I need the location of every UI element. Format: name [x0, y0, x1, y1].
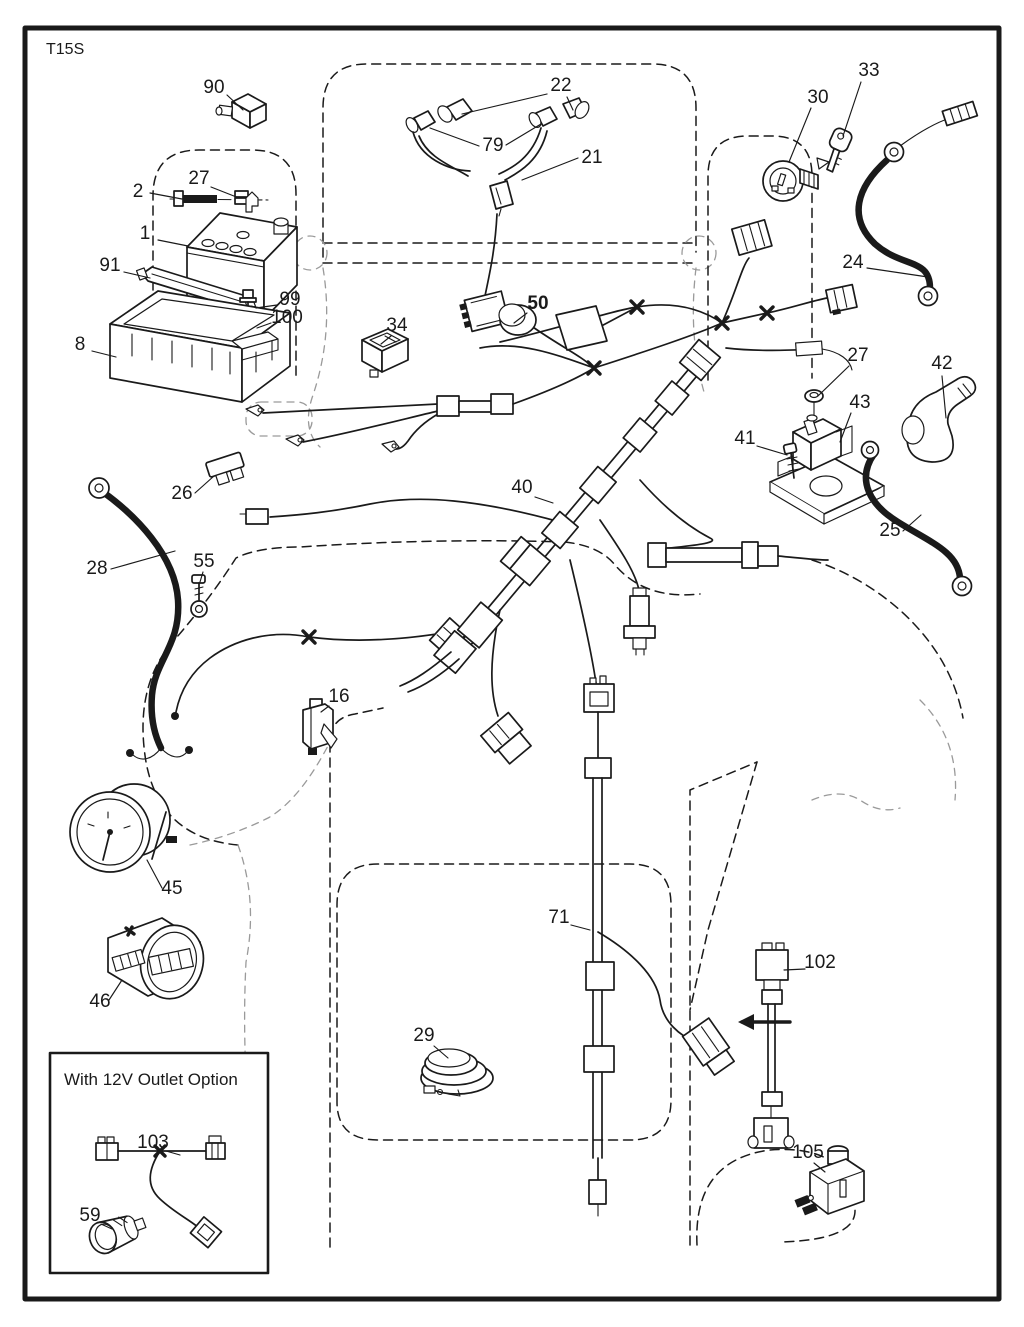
connector-block: [732, 220, 772, 255]
callout-41: 41: [734, 428, 756, 449]
callout-leader-79: [430, 128, 479, 146]
callout-leader-71: [571, 925, 590, 930]
hood-decal: [556, 306, 607, 350]
callout-105: 105: [792, 1142, 824, 1163]
callout-26: 26: [171, 483, 193, 504]
part-90-connector: [216, 94, 266, 128]
part-71-fuel-harness: [584, 676, 614, 1216]
callout-leader-41: [757, 446, 787, 455]
diagram-title: T15S: [46, 41, 85, 58]
callout-79: 79: [482, 135, 504, 156]
callout-25: 25: [879, 520, 901, 541]
part-21-headlight-harness: [413, 128, 547, 216]
callout-leader-33: [843, 82, 861, 136]
callout-leader-45: [147, 860, 162, 888]
callout-99: 99: [279, 289, 301, 310]
part-8-battery-box: [110, 291, 290, 402]
part-55-screw-terminal: [191, 575, 207, 617]
part-30-ignition-switch: [763, 158, 829, 201]
callout-45: 45: [161, 878, 183, 899]
callout-30: 30: [807, 87, 829, 108]
part-29-button: [421, 1049, 493, 1096]
callout-leader-1: [158, 240, 188, 246]
callout-100: 100: [271, 307, 303, 328]
callout-leader-46: [109, 980, 122, 1000]
callout-55: 55: [193, 551, 215, 572]
callout-22: 22: [550, 75, 572, 96]
callout-1: 1: [139, 223, 151, 244]
part-24-battery-cable: [859, 101, 978, 305]
callout-28: 28: [86, 558, 108, 579]
callout-90: 90: [203, 77, 225, 98]
callout-59: 59: [79, 1205, 101, 1226]
harness-lower-connectors: [481, 713, 534, 767]
callout-34: 34: [386, 315, 408, 336]
sensor-connector: [624, 588, 655, 655]
part-102-extension-harness: [738, 943, 794, 1148]
part-33-key: [819, 126, 854, 173]
callout-71: 71: [548, 907, 570, 928]
part-40-main-harness: [400, 340, 720, 692]
part-42-terminal-boot: [902, 377, 975, 462]
part-50-meter: [459, 291, 536, 335]
callout-leader-27b: [818, 366, 849, 396]
callout-91: 91: [99, 255, 121, 276]
part-79-sockets: [404, 107, 557, 134]
callout-21: 21: [581, 147, 603, 168]
callout-27a: 27: [188, 168, 210, 189]
callout-50: 50: [527, 293, 549, 314]
part-26-fuse: [205, 452, 247, 487]
callout-33: 33: [858, 60, 880, 81]
inline-connector-tube: [648, 542, 828, 568]
connector-block: [826, 285, 858, 316]
callout-29: 29: [413, 1025, 435, 1046]
option-box-label: With 12V Outlet Option: [64, 1070, 238, 1089]
part-34-switch: [362, 329, 408, 377]
callout-leader-26: [195, 476, 214, 493]
callout-2: 2: [132, 181, 144, 202]
callout-103: 103: [137, 1132, 169, 1153]
part-46-hour-meter: [108, 918, 211, 1005]
callout-8: 8: [74, 334, 86, 355]
callout-42: 42: [931, 353, 953, 374]
part-16-interlock-switch: [303, 699, 337, 755]
callout-16: 16: [328, 686, 350, 707]
callout-leader-22: [462, 94, 547, 114]
callout-27b: 27: [847, 345, 869, 366]
callout-46: 46: [89, 991, 111, 1012]
callout-leader-40: [535, 497, 553, 503]
callout-24: 24: [842, 252, 864, 273]
callout-102: 102: [804, 952, 836, 973]
callout-43: 43: [849, 392, 871, 413]
part-45-gauge: [70, 784, 177, 872]
option-box: [50, 1053, 268, 1273]
callout-40: 40: [511, 477, 533, 498]
fuel-branch-connector: [683, 1018, 738, 1077]
